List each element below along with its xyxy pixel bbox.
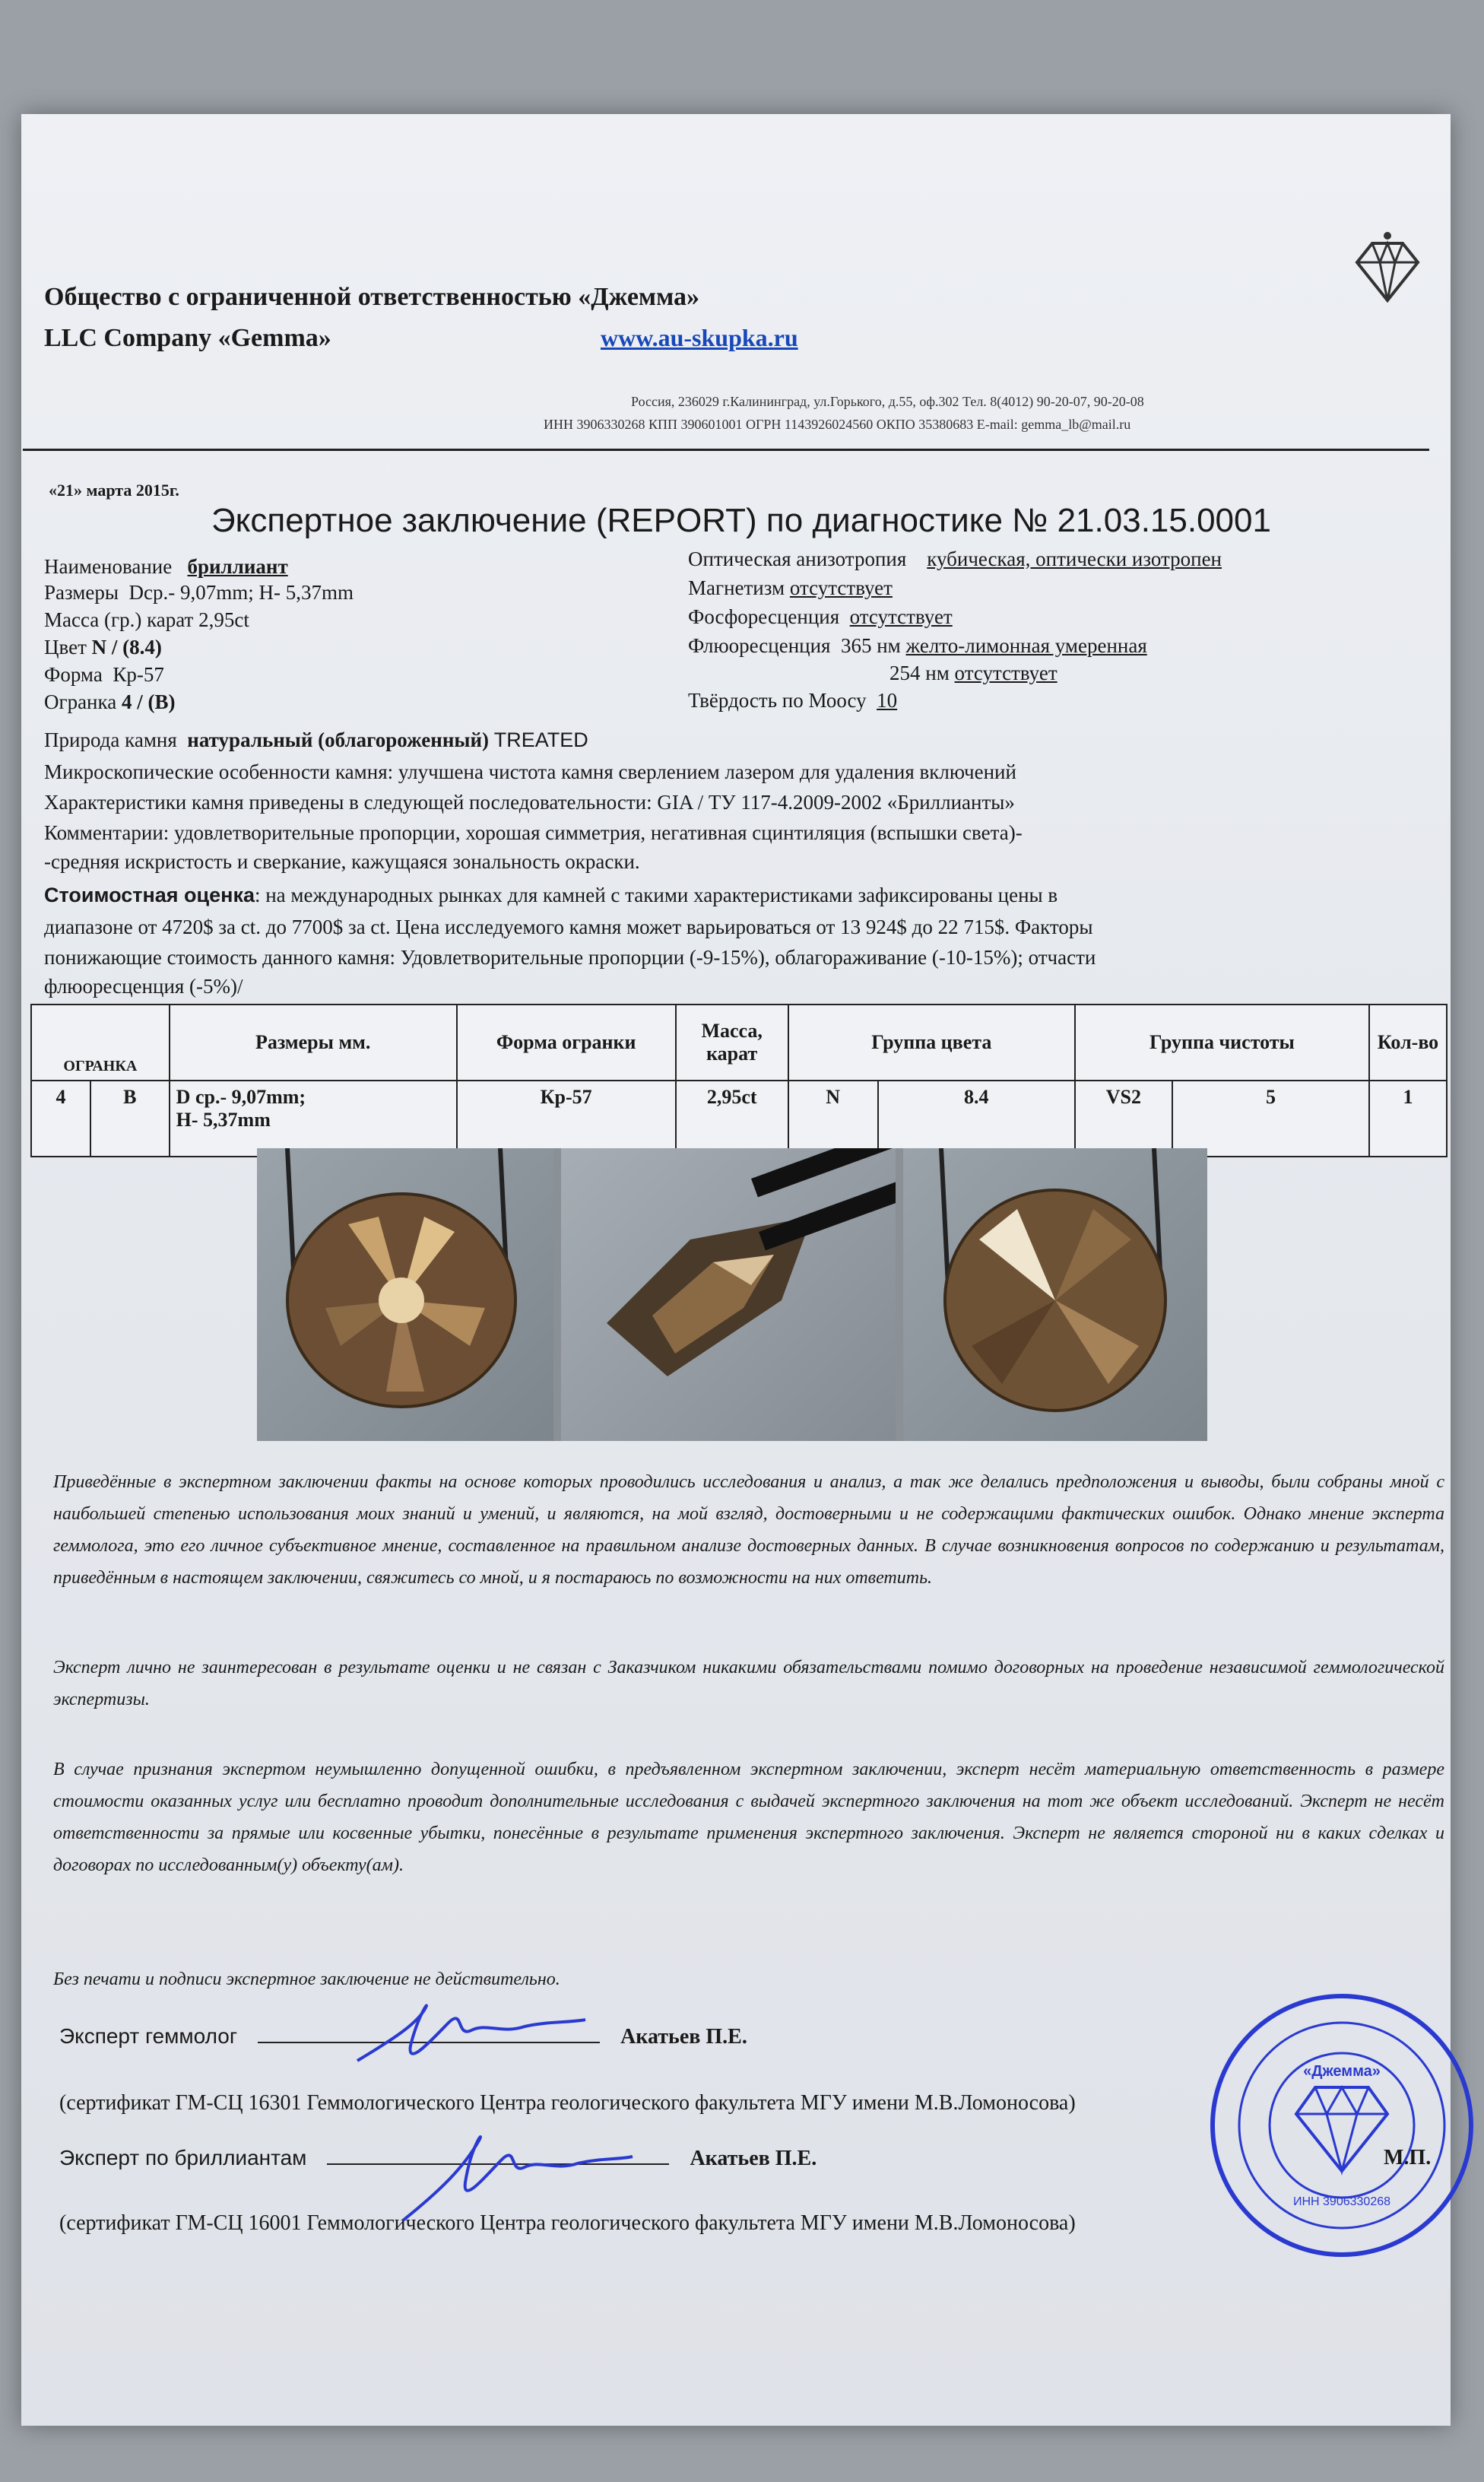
field-phosphorescence bbox=[688, 605, 953, 629]
photo-side-view bbox=[561, 1148, 896, 1441]
report-date: «21» марта 2015г. bbox=[49, 481, 179, 500]
field-color bbox=[44, 636, 162, 659]
disclaimer-paragraph-3: В случае признания экспертом неумышленно допущенной ошибки, в предъявленном экспертном заключении, эксперт несёт материальную ответственность в размере стоимости оказанных услуг или бесплатно проводит дополнительные исследования с выдачей экспертного заключения на тот же объект исследований. Эксперт не несёт ответственности за прямые или косвенные убытки, понесённые в результате применения экспертного заключения. Эксперт не является стороной ни в каких сделках и договорах по исследованным(у) объекту(ам). bbox=[53, 1760, 1444, 1875]
field-fluor-254-value: отсутствует bbox=[954, 662, 1058, 684]
header-color-group: Группа цвета bbox=[788, 1005, 1075, 1081]
field-cut-value: 4 / (B) bbox=[121, 690, 176, 713]
handwritten-signature-2 bbox=[395, 2122, 639, 2228]
report-title: Экспертное заключение (REPORT) по диагностике № 21.03.15.0001 bbox=[211, 502, 1271, 539]
cell-cut-num: 4 bbox=[31, 1081, 90, 1157]
expert2-label: Эксперт по бриллиантам bbox=[59, 2146, 307, 2169]
field-hardness-label: Твёрдость по Моосу bbox=[688, 689, 867, 712]
company-name-en: LLC Company «Gemma» bbox=[44, 324, 331, 352]
photo-bottom-view bbox=[903, 1148, 1207, 1441]
field-magnetism bbox=[688, 576, 893, 600]
field-anisotropy-value: кубическая, оптически изотропен bbox=[927, 548, 1222, 570]
field-hardness bbox=[688, 689, 897, 713]
field-color-value: N / (8.4) bbox=[91, 636, 162, 659]
company-name-ru: Общество с ограниченной ответственностью «Джемма» bbox=[44, 283, 700, 311]
field-mass-label: Масса (гр.) карат bbox=[44, 608, 194, 631]
nature-value: натуральный (облагороженный) bbox=[187, 728, 490, 751]
cell-color-tu: 8.4 bbox=[878, 1081, 1075, 1157]
field-fluor-254-nm: 254 нм bbox=[889, 662, 950, 684]
header-divider bbox=[23, 449, 1429, 451]
cell-color-gia: N bbox=[788, 1081, 878, 1157]
field-form-label: Форма bbox=[44, 663, 103, 686]
field-size bbox=[44, 581, 354, 605]
cell-qty: 1 bbox=[1369, 1081, 1447, 1157]
expert1-name: Акатьев П.Е. bbox=[620, 2025, 747, 2049]
field-anisotropy bbox=[688, 548, 1222, 571]
field-size-value: Dср.- 9,07mm; H- 5,37mm bbox=[128, 581, 354, 604]
photo-top-view bbox=[257, 1148, 553, 1441]
expert2-name: Акатьев П.Е. bbox=[690, 2147, 817, 2170]
cell-mass: 2,95ct bbox=[676, 1081, 788, 1157]
header-form: Форма огранки bbox=[457, 1005, 676, 1081]
cell-sizes bbox=[170, 1081, 457, 1157]
field-cut-label: Огранка bbox=[44, 690, 117, 713]
header-clarity-group: Группа чистоты bbox=[1075, 1005, 1369, 1081]
results-table bbox=[30, 1004, 1448, 1157]
field-fluorescence-254 bbox=[889, 662, 1058, 685]
disclaimer-paragraph-4: Без печати и подписи экспертное заключение не действительно. bbox=[53, 1969, 560, 1989]
field-magnetism-value: отсутствует bbox=[789, 576, 893, 599]
field-mass bbox=[44, 608, 249, 632]
field-name-value: бриллиант bbox=[187, 555, 288, 578]
valuation-line-4: флюоресценция (-5%)/ bbox=[44, 975, 243, 998]
field-form-value: Кр-57 bbox=[113, 663, 164, 686]
field-fluor-365-nm: 365 нм bbox=[840, 634, 901, 657]
disclaimer-paragraph-1: Приведённые в экспертном заключении факты на основе которых проводились исследования и анализ, а так же делались предположения и выводы, были собраны мной с наибольшей степенью использования моих знаний и умений, и являются, на мой взгляд, достоверными и не содержащими фактических ошибок. Однако мнение эксперта геммолога, это его личное субъективное мнение, составленное на правильном анализе достоверных данных. В случае возникновения вопросов по содержанию и результатам, приведённым в настоящем заключении, свяжитесь со мной, и я постараюсь по возможности на них ответить. bbox=[53, 1472, 1444, 1588]
certificate-1: (сертификат ГМ-СЦ 16301 Геммологического Центра геологического факультета МГУ имени М.В.Ломоносова) bbox=[59, 2091, 1076, 2115]
field-fluor-label: Флюоресценция bbox=[688, 634, 831, 657]
header-qty: Кол-во bbox=[1369, 1005, 1447, 1081]
valuation-label: Стоимостная оценка bbox=[44, 884, 255, 906]
field-fluor-365-value: желто-лимонная умеренная bbox=[905, 634, 1147, 657]
field-magnetism-label: Магнетизм bbox=[688, 576, 785, 599]
company-address: Россия, 236029 г.Калининград, ул.Горького, д.55, оф.302 Тел. 8(4012) 90-20-07, 90-20-08 bbox=[631, 394, 1144, 409]
stone-nature bbox=[44, 728, 588, 752]
field-mass-value: 2,95ct bbox=[198, 608, 249, 631]
comment-line-1: Комментарии: удовлетворительные пропорции, хорошая симметрия, негативная сцинтиляция (вспышки света)- bbox=[44, 821, 1023, 844]
header-mass: Масса, карат bbox=[676, 1005, 788, 1081]
diamond-logo-icon bbox=[1346, 228, 1429, 312]
field-anisotropy-label: Оптическая анизотропия bbox=[688, 548, 907, 570]
field-hardness-value: 10 bbox=[877, 689, 898, 712]
svg-text:«Джемма»: «Джемма» bbox=[1303, 2063, 1381, 2080]
field-name-label: Наименование bbox=[44, 555, 173, 578]
valuation-text-1: : на международных рынках для камней с такими характеристиками зафиксированы цены в bbox=[254, 884, 1058, 906]
website-link[interactable]: www.au-skupka.ru bbox=[601, 324, 798, 351]
valuation-line-1 bbox=[44, 884, 1058, 907]
cell-size-2: H- 5,37mm bbox=[176, 1109, 271, 1131]
certificate-2: (сертификат ГМ-СЦ 16001 Геммологического Центра геологического факультета МГУ имени М.В.Ломоносова) bbox=[59, 2211, 1076, 2235]
field-cut bbox=[44, 690, 175, 714]
valuation-line-2: диапазоне от 4720$ за ct. до 7700$ за ct. Цена исследуемого камня может варьироваться от 13 924$ до 22 715$. Факторы bbox=[44, 916, 1093, 938]
table-header-row bbox=[31, 1005, 1447, 1081]
field-fluorescence bbox=[688, 634, 1147, 658]
comment-line-2: -средняя искристость и сверкание, кажущаяся зональность окраски. bbox=[44, 850, 640, 873]
company-requisites: ИНН 3906330268 КПП 390601001 ОГРН 1143926024560 ОКПО 35380683 E-mail: gemma_lb@mail.ru bbox=[544, 417, 1131, 432]
stamp-place-mark: М.П. bbox=[1384, 2146, 1432, 2169]
nature-treated: TREATED bbox=[493, 728, 588, 751]
field-phosph-value: отсутствует bbox=[849, 605, 953, 628]
handwritten-signature-1 bbox=[350, 1992, 593, 2084]
cell-form: Кр-57 bbox=[457, 1081, 676, 1157]
microscopic-features: Микроскопические особенности камня: улучшена чистота камня сверлением лазером для удаления включений bbox=[44, 760, 1016, 783]
nature-label: Природа камня bbox=[44, 728, 177, 751]
field-size-label: Размеры bbox=[44, 581, 119, 604]
disclaimer-paragraph-2: Эксперт лично не заинтересован в результате оценки и не связан с Заказчиком никакими обязательствами помимо договорных на проведение независимой геммологической экспертизы. bbox=[53, 1658, 1444, 1709]
cell-size-1: D ср.- 9,07mm; bbox=[176, 1086, 306, 1108]
cell-clarity-gia: VS2 bbox=[1075, 1081, 1172, 1157]
header-cut: ОГРАНКА bbox=[31, 1005, 170, 1081]
svg-text:ИНН 3906330268: ИНН 3906330268 bbox=[1292, 2195, 1391, 2208]
header-sizes: Размеры мм. bbox=[170, 1005, 457, 1081]
table-row bbox=[31, 1081, 1447, 1157]
field-name bbox=[44, 555, 288, 579]
company-stamp-icon bbox=[1201, 1985, 1482, 2266]
diamond-photos bbox=[257, 1148, 1207, 1441]
characteristics-line: Характеристики камня приведены в следующей последовательности: GIA / ТУ 117-4.2009-2002 «Бриллианты» bbox=[44, 791, 1015, 814]
field-phosph-label: Фосфоресценция bbox=[688, 605, 840, 628]
field-color-label: Цвет bbox=[44, 636, 87, 659]
cell-clarity-tu: 5 bbox=[1172, 1081, 1369, 1157]
cell-cut-letter: B bbox=[90, 1081, 170, 1157]
expert1-label: Эксперт геммолог bbox=[59, 2024, 238, 2048]
field-form bbox=[44, 663, 164, 687]
valuation-line-3: понижающие стоимость данного камня: Удовлетворительные пропорции (-9-15%), облагораживание (-10-15%); отчасти bbox=[44, 946, 1096, 969]
